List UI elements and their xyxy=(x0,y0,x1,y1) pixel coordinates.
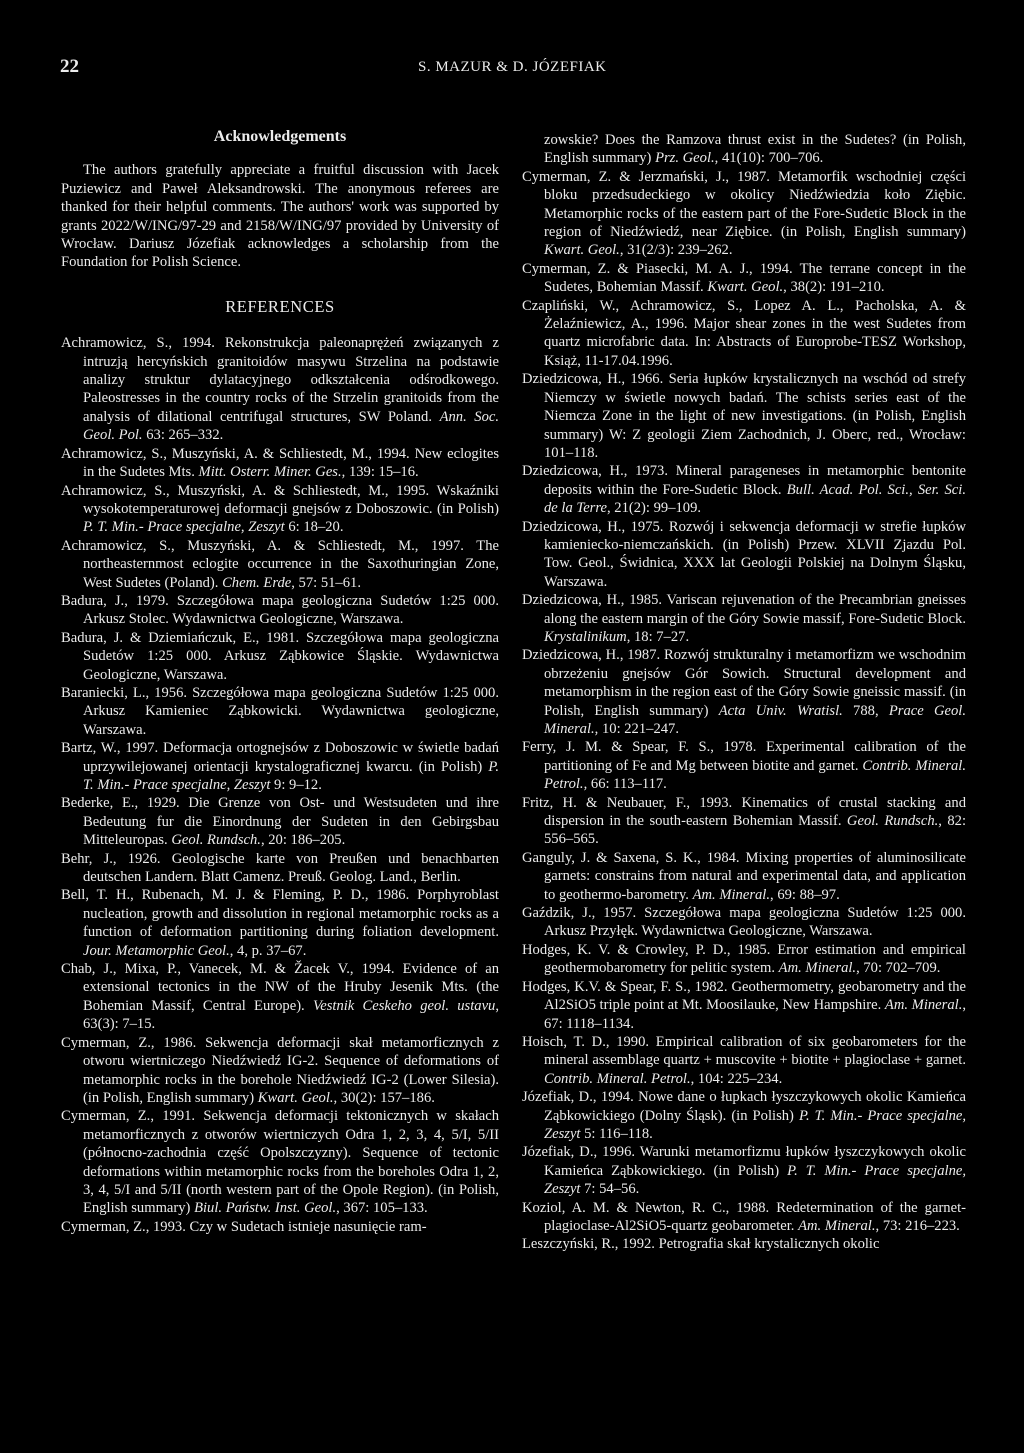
reference-entry xyxy=(61,1107,499,1217)
reference-text: , 104: 225–234. xyxy=(690,1070,783,1087)
reference-entry xyxy=(522,904,966,941)
reference-text: , 66: 113–117. xyxy=(583,776,667,793)
reference-text: Bederke, E., 1929. Die Grenze von Ost- und Westsudeten und ihre Bedeutung fur die Einordnung der Sudeten in den Gebirgsbau Mitteleuropas. xyxy=(61,795,499,849)
reference-journal: Krystalinikum xyxy=(544,628,627,645)
reference-entry xyxy=(522,168,966,260)
reference-text: Dziedzicowa, H., 1985. Variscan rejuvenation of the Precambrian gneisses along the eastern margin of the Góry Sowie massif, Fore-Sudetic Block. xyxy=(522,592,966,627)
reference-journal: P. T. Min.- Prace specjalne, Zeszyt xyxy=(83,519,285,536)
reference-text: Dziedzicowa, H., 1973. Mineral parageneses in metamorphic bentonite deposits within the Fore-Sudetic Block. xyxy=(522,463,966,498)
reference-text: 788, xyxy=(842,702,889,719)
reference-text: , 31(2/3): 239–262. xyxy=(619,242,733,259)
reference-text: , 70: 702–709. xyxy=(856,960,941,977)
reference-text: , 69: 88–97. xyxy=(770,886,840,903)
reference-entry xyxy=(522,794,966,849)
reference-entry xyxy=(61,592,499,629)
reference-journal: Am. Mineral. xyxy=(884,997,963,1014)
acknowledgements-text: The authors gratefully appreciate a fruitful discussion with Jacek Puziewicz and Paweł Aleksandrowski. The anonymous referees are thanked for their helpful comments. The authors' work was supported by grants 2022/W/ING/97-29 and 2158/W/ING/97 provided by University of Wrocław. Dariusz Józefiak acknowledges a scholarship from the Foundation for Polish Science. xyxy=(61,162,499,271)
reference-entry xyxy=(61,482,499,537)
reference-entry xyxy=(522,1235,966,1253)
reference-entry xyxy=(522,1199,966,1236)
reference-journal: P. T. Min.- Prace specjalne, Zeszyt xyxy=(544,1162,966,1198)
reference-text: , 67: 1118–1134. xyxy=(544,997,966,1032)
reference-journal: P. T. Min.- Prace specjalne, Zeszyt xyxy=(544,1107,967,1142)
reference-entry xyxy=(522,131,966,168)
reference-text: , 10: 221–247. xyxy=(594,721,679,737)
reference-text: Cymerman, Z. & Jerzmański, J., 1987. Metamorfik wschodniej części bloku przedsudeckiego w okolicy Niedźwiedzia koło Ziębic. Metamorphic rocks of the eastern part of the Fore-Sudetic Block in the region of Niedźwiedź, near Ziębice. (in Polish, English summary) xyxy=(522,168,966,241)
reference-journal: Bull. Acad. Pol. Sci., Ser. Sci. de la Terre xyxy=(544,481,966,517)
reference-entry xyxy=(522,646,966,738)
reference-text: , 73: 216–223. xyxy=(875,1217,960,1234)
reference-text: , 57: 51–61. xyxy=(291,574,361,591)
reference-journal: Kwart. Geol. xyxy=(257,1089,334,1106)
reference-journal: Prace Geol. Mineral. xyxy=(544,702,967,737)
reference-journal: Contrib. Mineral. Petrol. xyxy=(544,1070,691,1087)
left-column xyxy=(61,128,499,1236)
reference-text: Cymerman, Z. & Piasecki, M. A. J., 1994. The terrane concept in the Sudetes, Bohemian Massif. xyxy=(522,260,966,296)
reference-text: Hodges, K.V. & Spear, F. S., 1982. Geothermometry, geobarometry and the Al2SiO5 triple point at Mt. Moosilauke, New Hampshire. xyxy=(522,978,966,1014)
reference-entry xyxy=(522,849,966,904)
reference-text: Bartz, W., 1997. Deformacja ortognejsów z Doboszowic w świetle badań uprzywilejowanej orientacji krystalograficznej kwarcu. (in Polish) xyxy=(61,740,499,775)
reference-journal: Contrib. Mineral. Petrol. xyxy=(544,757,966,793)
reference-text: Behr, J., 1926. Geologische karte von Preußen und benachbarten deutschen Landern. Blatt Camenz. Preuß. Geolog. Land., Berlin. xyxy=(61,850,499,886)
reference-entry xyxy=(61,794,499,849)
reference-text: , 63(3): 7–15. xyxy=(83,997,499,1033)
reference-text: , 41(10): 700–706. xyxy=(714,150,824,167)
reference-text: , 82: 556–565. xyxy=(544,813,967,848)
reference-text: zowskie? Does the Ramzova thrust exist in the Sudetes? (in Polish, English summary) xyxy=(544,132,966,167)
reference-text: , 4, p. 37–67. xyxy=(229,942,307,959)
reference-entry xyxy=(522,1033,966,1088)
right-column xyxy=(522,131,966,1254)
reference-entry xyxy=(522,591,966,646)
reference-entry xyxy=(522,1088,966,1143)
reference-journal: P. T. Min.- Prace specjalne, Zeszyt xyxy=(83,758,499,793)
reference-entry xyxy=(61,739,499,794)
page-header xyxy=(0,56,1024,86)
reference-list-left xyxy=(61,334,499,1236)
reference-entry xyxy=(61,445,499,482)
reference-list-right xyxy=(522,131,966,1254)
reference-text: Cymerman, Z., 1986. Sekwencja deformacji skał metamorficznych z otworu wiertniczego Niedźwiedź IG-2. Sequence of deformations of metamorphic rocks in the borehole Niedźwiedź IG-2 (Lower Silesia). (in Polish, English summary) xyxy=(61,1034,499,1106)
acknowledgements-title: Acknowledgements xyxy=(213,128,347,145)
reference-journal: Geol. Rundsch. xyxy=(846,813,939,830)
reference-entry xyxy=(522,518,966,592)
reference-text: Dziedzicowa, H., 1987. Rozwój strukturalny i metamorfizm we wschodnim obrzeżeniu gnejsów Gór Sowich. Structural development and metamorphism in the region east of the Góry Sowie gneissic massif. (in Polish, English summary) xyxy=(522,647,966,719)
running-head: S. MAZUR & D. JÓZEFIAK xyxy=(418,59,607,75)
reference-text: , 38(2): 191–210. xyxy=(783,279,885,296)
reference-text: Gaździk, J., 1957. Szczegółowa mapa geologiczna Sudetów 1:25 000. Arkusz Przyłęk. Wydawnictwa Geologiczne, Warszawa. xyxy=(522,905,966,940)
reference-text: , 18: 7–27. xyxy=(626,628,690,645)
reference-text: , 367: 105–133. xyxy=(336,1200,428,1217)
reference-text: , 20: 186–205. xyxy=(260,832,346,849)
reference-entry xyxy=(61,537,499,592)
reference-entry xyxy=(522,941,966,978)
reference-text: Baraniecki, L., 1956. Szczegółowa mapa geologiczna Sudetów 1:25 000. Arkusz Kamieniec Ząbkowicki. Wydawnictwa geologiczne, Warszawa. xyxy=(61,684,499,738)
reference-text: , 30(2): 157–186. xyxy=(333,1089,435,1106)
reference-text: Ferry, J. M. & Spear, F. S., 1978. Experimental calibration of the partitioning of Fe and Mg between biotite and garnet. xyxy=(522,739,966,774)
reference-journal: Prz. Geol. xyxy=(655,150,715,167)
page-number: 22 xyxy=(60,56,79,77)
reference-text: Achramowicz, S., Muszyński, A. & Schliestedt, M., 1995. Wskaźniki wysokotemperaturowej deformacji gnejsów z Doboszowic. (in Polish) xyxy=(61,482,499,517)
reference-entry xyxy=(522,462,966,517)
reference-text: Hodges, K. V. & Crowley, P. D., 1985. Error estimation and empirical geothermobarometry for pelitic system. xyxy=(522,941,966,977)
reference-text: Cymerman, Z., 1993. Czy w Sudetach istnieje nasunięcie ram- xyxy=(61,1218,427,1235)
reference-entry xyxy=(522,738,966,793)
reference-entry xyxy=(61,629,499,684)
reference-text: Czapliński, W., Achramowicz, S., Lopez A. L., Pacholska, A. & Żelaźniewicz, A., 1996. Major shear zones in the west Sudetes from quartz microfabric data. In: Abstracts of Europrobe-TESZ Workshop, Książ, 11-17.04.1996. xyxy=(522,297,966,369)
reference-journal: Vestnik Ceskeho geol. ustavu xyxy=(312,997,496,1014)
reference-text: Leszczyński, R., 1992. Petrografia skał krystalicznych okolic xyxy=(522,1236,880,1253)
reference-entry xyxy=(61,334,499,444)
reference-entry xyxy=(522,260,966,297)
reference-journal: Kwart. Geol. xyxy=(544,242,620,259)
reference-entry xyxy=(61,1034,499,1108)
reference-text: 7: 54–56. xyxy=(580,1181,640,1198)
reference-text: Dziedzicowa, H., 1966. Seria łupków krystalicznych na wschód od strefy Niemczy w świetle nowych badań. The schists series east of the Niemcza Zone in the light of new investigations. (in Polish, English summary) W: Z geologii Ziem Zachodnich, J. Oberc, red., Wrocław: 101–118. xyxy=(522,371,966,461)
reference-journal: Am. Mineral. xyxy=(778,960,857,977)
reference-text: Hoisch, T. D., 1990. Empirical calibration of six geobarometers for the mineral assemblage quartz + muscovite + biotite + plagioclase + garnet. xyxy=(522,1033,966,1069)
reference-entry xyxy=(61,1218,499,1236)
reference-journal: Mitt. Osterr. Miner. Ges. xyxy=(198,464,342,481)
reference-journal: Jour. Metamorphic Geol. xyxy=(83,942,230,959)
reference-journal: Am. Mineral. xyxy=(798,1217,876,1234)
reference-journal: Acta Univ. Wratisl. xyxy=(718,702,843,719)
reference-text: Fritz, H. & Neubauer, F., 1993. Kinematics of crustal stacking and dispersion in the south-eastern Bohemian Massif. xyxy=(522,794,966,830)
reference-journal: Biul. Państw. Inst. Geol. xyxy=(194,1200,337,1217)
reference-entry xyxy=(61,960,499,1034)
reference-text: 9: 9–12. xyxy=(270,777,322,793)
reference-text: Cymerman, Z., 1991. Sekwencja deformacji tektonicznych w skałach metamorficznych z otworów wiertniczych Odra 1, 2, 3, 4, 5/I, 5/II (północno-zachodnia część Opolszczyzny). Sequence of tectonic deformations within metamorphic rocks from the boreholes Odra 1, 2, 3, 4, 5/I and 5/II (north western part of the Opole Region). (in Polish, English summary) xyxy=(61,1108,499,1217)
reference-journal: Geol. Rundsch. xyxy=(171,832,261,849)
reference-text: Józefiak, D., 1996. Warunki metamorfizmu łupków łyszczykowych okolic Kamieńca Ząbkowickiego. (in Polish) xyxy=(522,1144,966,1179)
reference-journal: Ann. Soc. Geol. Pol. xyxy=(83,408,499,444)
reference-text: 6: 18–20. xyxy=(284,519,344,536)
reference-text: Bell, T. H., Rubenach, M. J. & Fleming, P. D., 1986. Porphyroblast nucleation, growth and dissolution in regional metamorphic rocks as a function of deformation partitioning during foliation development. xyxy=(61,887,499,941)
reference-text: Józefiak, D., 1994. Nowe dane o łupkach łyszczykowych okolic Kamieńca Ząbkowickiego (Dolny Śląsk). (in Polish) xyxy=(522,1089,966,1124)
reference-entry xyxy=(61,886,499,960)
reference-text: Badura, J., 1979. Szczegółowa mapa geologiczna Sudetów 1:25 000. Arkusz Stolec. Wydawnictwa Geologiczne, Warszawa. xyxy=(61,592,499,628)
reference-text: Achramowicz, S., 1994. Rekonstrukcja paleonaprężeń związanych z intruzją hercyńskich granitoidów masywu Strzelina na podstawie analizy struktur dylatacyjnego odkształcenia odśrodkowego. Paleostresses in the country rocks of the Strzelin granitoids from the analysis of dilational centrifugal structures, SW Poland. xyxy=(61,335,499,425)
reference-journal: Am. Mineral. xyxy=(692,886,771,903)
reference-text: Achramowicz, S., Muszyński, A. & Schliestedt, M., 1994. New eclogites in the Sudetes Mts. xyxy=(61,445,499,481)
reference-text: Dziedzicowa, H., 1975. Rozwój i sekwencja deformacji w strefie łupków kamieniecko-niemczańskich. (in Polish) Przew. XLVII Zjazdu Pol. Tow. Geol., Świdnica, XXX lat Geologii Polskiej na Dolnym Śląsku, Warszawa. xyxy=(522,518,966,590)
reference-entry xyxy=(522,978,966,1033)
reference-journal: Chem. Erde xyxy=(222,574,292,591)
reference-text: 5: 116–118. xyxy=(580,1125,653,1142)
reference-text: Chab, J., Mixa, P., Vanecek, M. & Žacek V., 1994. Evidence of an extensional tectonics in the NW of the Hruby Jesenik Mts. (the Bohemian Massif, Central Europe). xyxy=(61,961,499,1014)
references-title: REFERENCES xyxy=(225,296,335,316)
reference-entry xyxy=(61,684,499,739)
reference-entry xyxy=(522,1143,966,1198)
reference-entry xyxy=(522,297,966,371)
reference-text: Achramowicz, S., Muszyński, A. & Schliestedt, M., 1997. The northeasternmost eclogite occurrence in the Saxothuringian Zone, West Sudetes (Poland). xyxy=(61,537,499,591)
reference-text: 63: 265–332. xyxy=(142,427,224,444)
reference-text: Koziol, A. M. & Newton, R. C., 1988. Redetermination of the garnet-plagioclase-Al2SiO5-quartz geobarometer. xyxy=(522,1199,966,1234)
reference-text: , 139: 15–16. xyxy=(341,464,419,481)
reference-text: Badura, J. & Dziemiańczuk, E., 1981. Szczegółowa mapa geologiczna Sudetów 1:25 000. Arkusz Ząbkowice Śląskie. Wydawnictwa Geologiczne, Warszawa. xyxy=(61,629,499,683)
reference-journal: Kwart. Geol. xyxy=(707,279,784,296)
reference-entry xyxy=(522,370,966,462)
reference-text: , 21(2): 99–109. xyxy=(606,500,702,517)
reference-text: Ganguly, J. & Saxena, S. K., 1984. Mixing properties of aluminosilicate garnets: constrains from natural and experimental data, and application to geothermo-barometry. xyxy=(522,849,966,903)
reference-entry xyxy=(61,850,499,887)
